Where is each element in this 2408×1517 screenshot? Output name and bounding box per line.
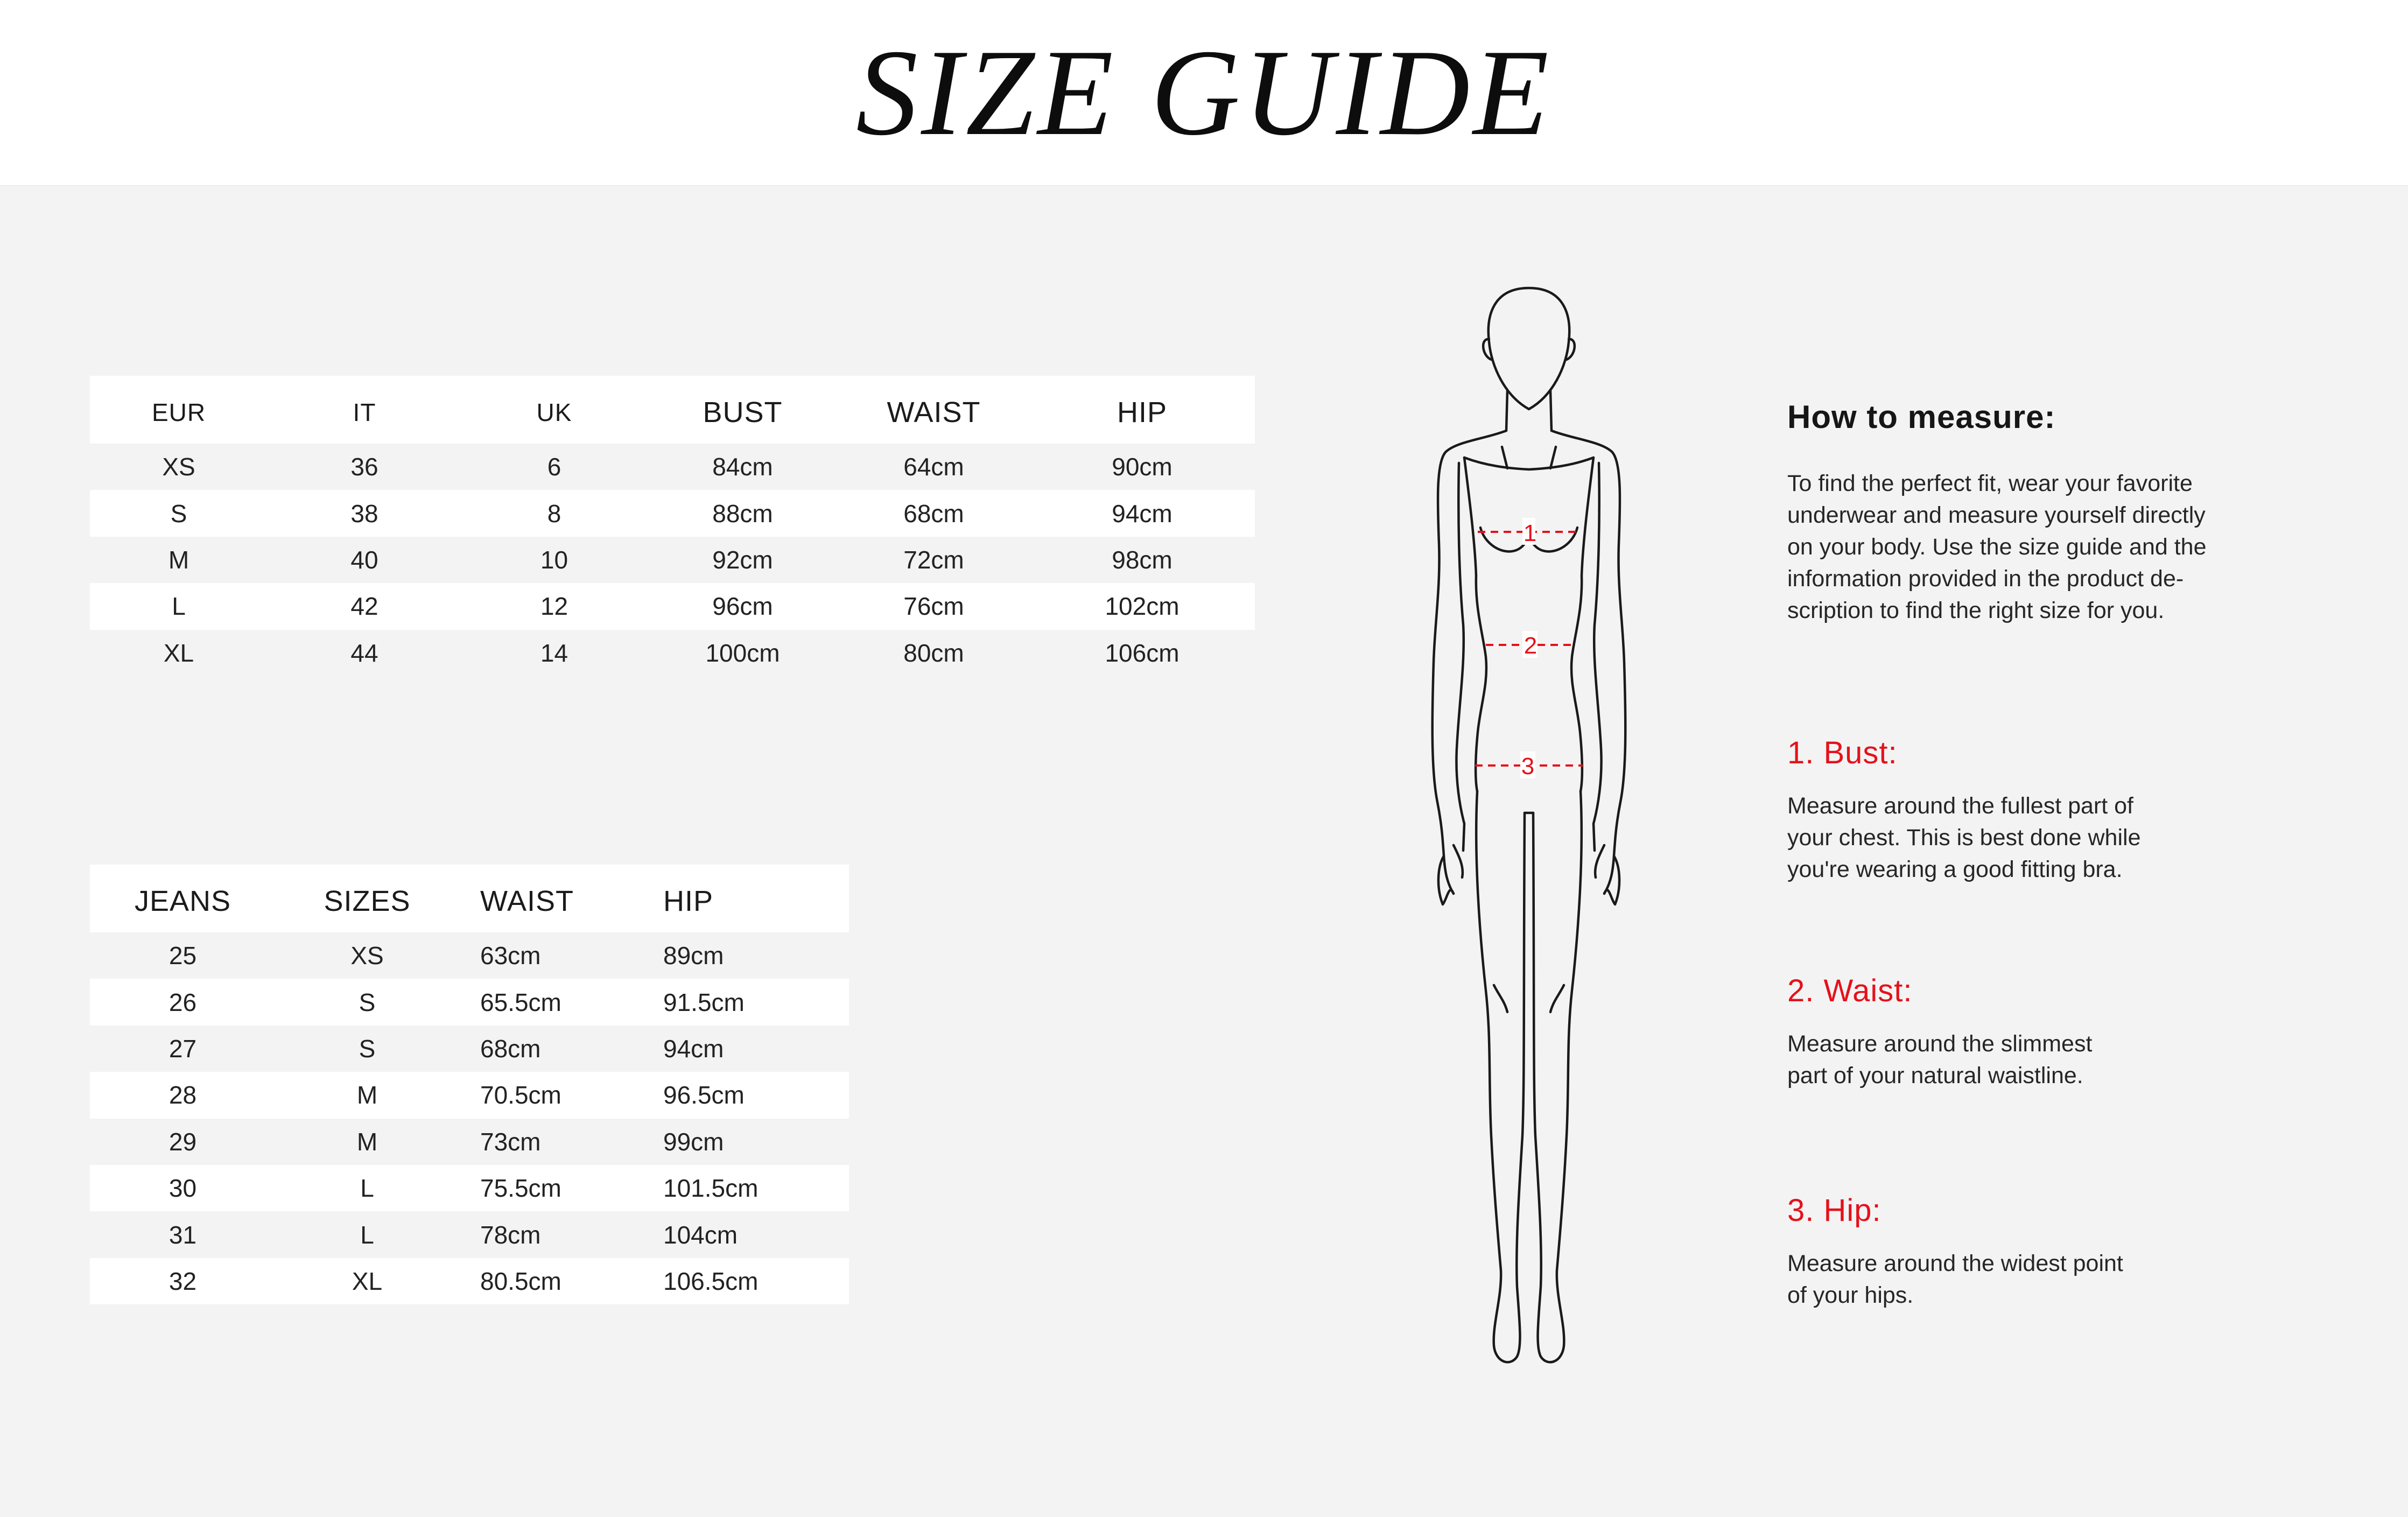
- bust-marker: 1: [1523, 520, 1537, 546]
- table-cell: 91.5cm: [644, 979, 849, 1025]
- how-to-measure-heading: How to measure:: [1787, 399, 2056, 435]
- table-cell: 68cm: [838, 490, 1029, 536]
- waist-line: part of your natural waistline.: [1787, 1063, 2083, 1088]
- table-cell: 73cm: [459, 1119, 644, 1165]
- table-cell: 28: [90, 1072, 276, 1118]
- bust-title: 1. Bust:: [1787, 735, 1898, 770]
- header: [0, 0, 2408, 186]
- intro-line: on your body. Use the size guide and the: [1787, 534, 2207, 560]
- table-cell: 94cm: [1029, 490, 1255, 536]
- body-figure-illustration: [1378, 275, 1680, 1405]
- table-cell: XS: [90, 444, 268, 490]
- table-cell: 40: [268, 537, 461, 583]
- waist-marker: 2: [1524, 633, 1538, 659]
- table-row: [90, 1211, 849, 1258]
- table-cell: 88cm: [647, 490, 838, 536]
- header-jeans-hip: HIP: [644, 865, 849, 932]
- bust-line: Measure around the fullest part of: [1787, 793, 2133, 819]
- table-cell: 72cm: [838, 537, 1029, 583]
- table-cell: XL: [90, 630, 268, 676]
- table-cell: 96.5cm: [644, 1072, 849, 1118]
- table-cell: 32: [90, 1258, 276, 1304]
- how-to-measure-panel: [1787, 398, 2336, 627]
- intro-line: information provided in the product de-: [1787, 566, 2184, 592]
- table-cell: 92cm: [647, 537, 838, 583]
- table-cell: 76cm: [838, 583, 1029, 629]
- table-cell: 100cm: [647, 630, 838, 676]
- page-title: SIZE GUIDE: [856, 24, 1552, 161]
- header-uk: UK: [461, 376, 647, 444]
- head-outline: [1489, 288, 1569, 409]
- header-eur: EUR: [90, 376, 268, 444]
- table-cell: 106.5cm: [644, 1258, 849, 1304]
- waist-line: Measure around the slimmest: [1787, 1031, 2093, 1057]
- hip-title: 3. Hip:: [1787, 1193, 1882, 1228]
- hip-line: Measure around the widest point: [1787, 1251, 2123, 1276]
- table-cell: M: [276, 1119, 459, 1165]
- hip-marker: 3: [1521, 753, 1535, 779]
- header-bust: BUST: [647, 376, 838, 444]
- table-cell: 94cm: [644, 1026, 849, 1072]
- header-it: IT: [268, 376, 461, 444]
- table-cell: 27: [90, 1026, 276, 1072]
- table-row: [90, 1165, 849, 1211]
- table-cell: 36: [268, 444, 461, 490]
- header-jeans-waist: WAIST: [459, 865, 644, 932]
- header-jeans: JEANS: [90, 865, 276, 932]
- how-to-measure-intro: [1787, 468, 2336, 627]
- table-row: [90, 932, 849, 979]
- table-cell: 84cm: [647, 444, 838, 490]
- table-row: [90, 1119, 849, 1165]
- table-cell: 26: [90, 979, 276, 1025]
- table-cell: S: [90, 490, 268, 536]
- table-row: [90, 444, 1255, 490]
- table-cell: XL: [276, 1258, 459, 1304]
- header-waist: WAIST: [838, 376, 1029, 444]
- table-cell: 42: [268, 583, 461, 629]
- table-cell: 44: [268, 630, 461, 676]
- table-cell: 8: [461, 490, 647, 536]
- table-row: [90, 979, 849, 1025]
- table-row: [90, 537, 1255, 583]
- table-cell: 90cm: [1029, 444, 1255, 490]
- table-cell: 68cm: [459, 1026, 644, 1072]
- bust-section: [1787, 735, 2336, 886]
- table-cell: 31: [90, 1211, 276, 1258]
- hip-line: of your hips.: [1787, 1282, 1914, 1308]
- table-cell: 102cm: [1029, 583, 1255, 629]
- table-row: [90, 1072, 849, 1118]
- table-cell: 70.5cm: [459, 1072, 644, 1118]
- waist-section: [1787, 973, 2336, 1092]
- table-cell: 29: [90, 1119, 276, 1165]
- table-cell: 75.5cm: [459, 1165, 644, 1211]
- table-cell: 14: [461, 630, 647, 676]
- table-cell: 98cm: [1029, 537, 1255, 583]
- table-cell: 63cm: [459, 932, 644, 979]
- table-cell: 89cm: [644, 932, 849, 979]
- header-sizes: SIZES: [276, 865, 459, 932]
- header-hip: HIP: [1029, 376, 1255, 444]
- table-cell: 106cm: [1029, 630, 1255, 676]
- table-cell: L: [276, 1211, 459, 1258]
- intro-line: underwear and measure yourself directly: [1787, 502, 2206, 528]
- table-cell: 30: [90, 1165, 276, 1211]
- table-row: [90, 1026, 849, 1072]
- table-cell: 38: [268, 490, 461, 536]
- table-cell: S: [276, 979, 459, 1025]
- table-cell: 6: [461, 444, 647, 490]
- hip-section: [1787, 1192, 2336, 1311]
- table-cell: 101.5cm: [644, 1165, 849, 1211]
- bust-line: your chest. This is best done while: [1787, 825, 2141, 851]
- table-cell: M: [276, 1072, 459, 1118]
- table-cell: L: [90, 583, 268, 629]
- table-cell: 25: [90, 932, 276, 979]
- table-cell: 65.5cm: [459, 979, 644, 1025]
- table-cell: 80cm: [838, 630, 1029, 676]
- table-cell: 96cm: [647, 583, 838, 629]
- table-cell: XS: [276, 932, 459, 979]
- jeans-table-header: [90, 865, 849, 932]
- table-cell: 12: [461, 583, 647, 629]
- bust-line: you're wearing a good fitting bra.: [1787, 856, 2123, 882]
- table-cell: 99cm: [644, 1119, 849, 1165]
- table-row: [90, 490, 1255, 536]
- intro-line: To find the perfect fit, wear your favorite: [1787, 470, 2193, 496]
- jeans-table: [90, 865, 849, 1304]
- table-cell: S: [276, 1026, 459, 1072]
- table-cell: M: [90, 537, 268, 583]
- table-cell: 64cm: [838, 444, 1029, 490]
- size-table-header: [90, 376, 1255, 444]
- table-cell: 78cm: [459, 1211, 644, 1258]
- table-cell: L: [276, 1165, 459, 1211]
- waist-title: 2. Waist:: [1787, 973, 1913, 1008]
- table-cell: 10: [461, 537, 647, 583]
- table-cell: 104cm: [644, 1211, 849, 1258]
- table-cell: 80.5cm: [459, 1258, 644, 1304]
- intro-line: scription to find the right size for you.: [1787, 598, 2165, 623]
- table-row: [90, 630, 1255, 676]
- table-row: [90, 583, 1255, 629]
- table-row: [90, 1258, 849, 1304]
- size-table: [90, 376, 1255, 676]
